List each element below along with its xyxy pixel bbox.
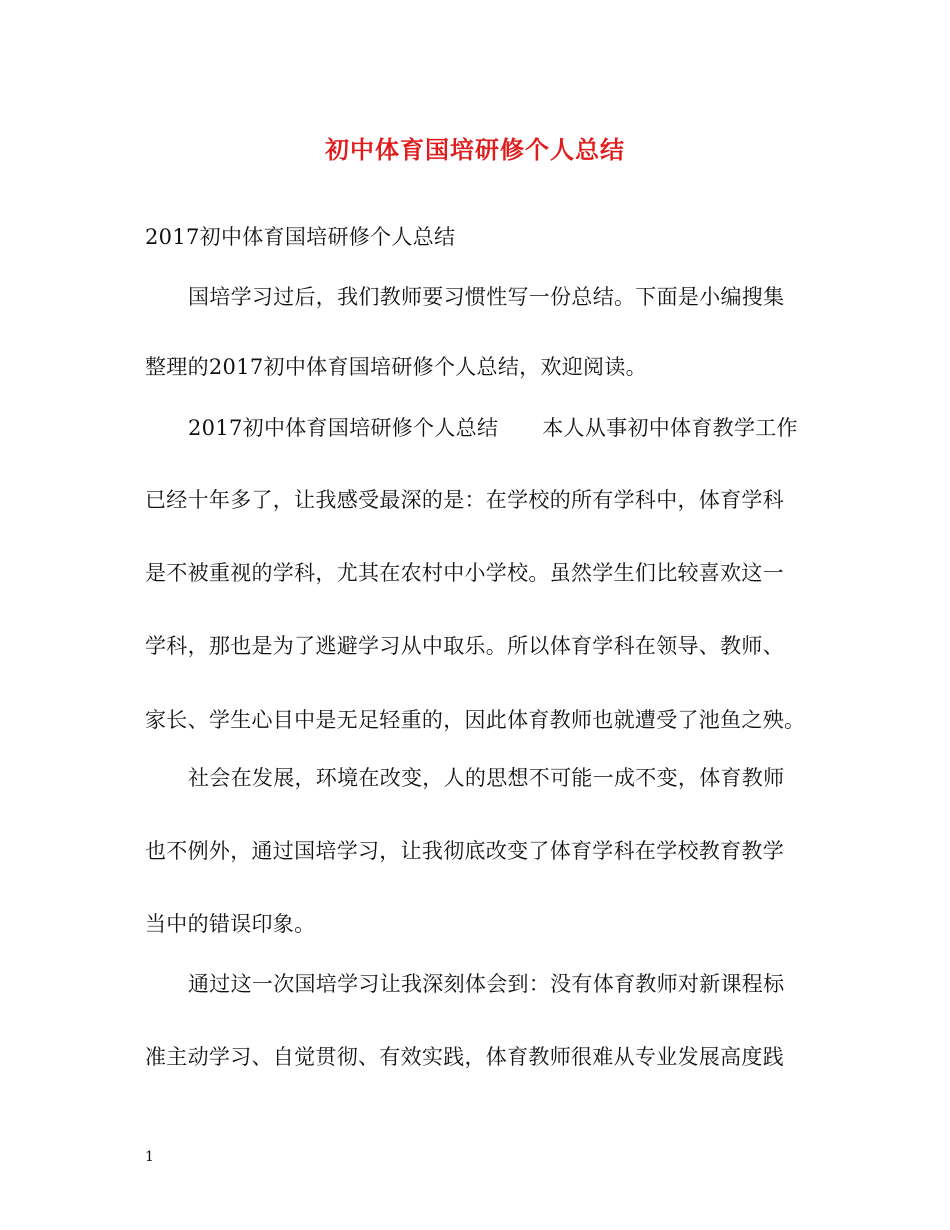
paragraph-line: 是不被重视的学科，尤其在农村中小学校。虽然学生们比较喜欢这一 xyxy=(145,561,784,585)
paragraph-line: 国培学习过后，我们教师要习惯性写一份总结。下面是小编搜集 xyxy=(188,285,785,309)
paragraph-line: 通过这一次国培学习让我深刻体会到：没有体育教师对新课程标 xyxy=(188,972,785,996)
page-number: 1 xyxy=(145,1149,154,1165)
document-title: 初中体育国培研修个人总结 xyxy=(325,135,625,164)
paragraph-line xyxy=(188,413,798,443)
section-heading-inline: 2017初中体育国培研修个人总结 xyxy=(188,416,499,440)
paragraph-line: 也不例外，通过国培学习，让我彻底改变了体育学科在学校教育教学 xyxy=(145,839,784,863)
document-subtitle: 2017初中体育国培研修个人总结 xyxy=(145,225,456,249)
paragraph-line: 家长、学生心目中是无足轻重的，因此体育教师也就遭受了池鱼之殃。 xyxy=(145,708,806,732)
paragraph-line: 学科，那也是为了逃避学习从中取乐。所以体育学科在领导、教师、 xyxy=(145,634,784,658)
paragraph-line: 准主动学习、自觉贯彻、有效实践，体育教师很难从专业发展高度践 xyxy=(145,1045,784,1069)
paragraph-line: 社会在发展，环境在改变，人的思想不可能一成不变，体育教师 xyxy=(188,766,785,790)
paragraph-line: 已经十年多了，让我感受最深的是：在学校的所有学科中，体育学科 xyxy=(145,488,784,512)
paragraph-line: 当中的错误印象。 xyxy=(145,912,316,936)
paragraph-text: 本人从事初中体育教学工作 xyxy=(542,416,798,440)
paragraph-line: 整理的2017初中体育国培研修个人总结，欢迎阅读。 xyxy=(145,355,647,379)
